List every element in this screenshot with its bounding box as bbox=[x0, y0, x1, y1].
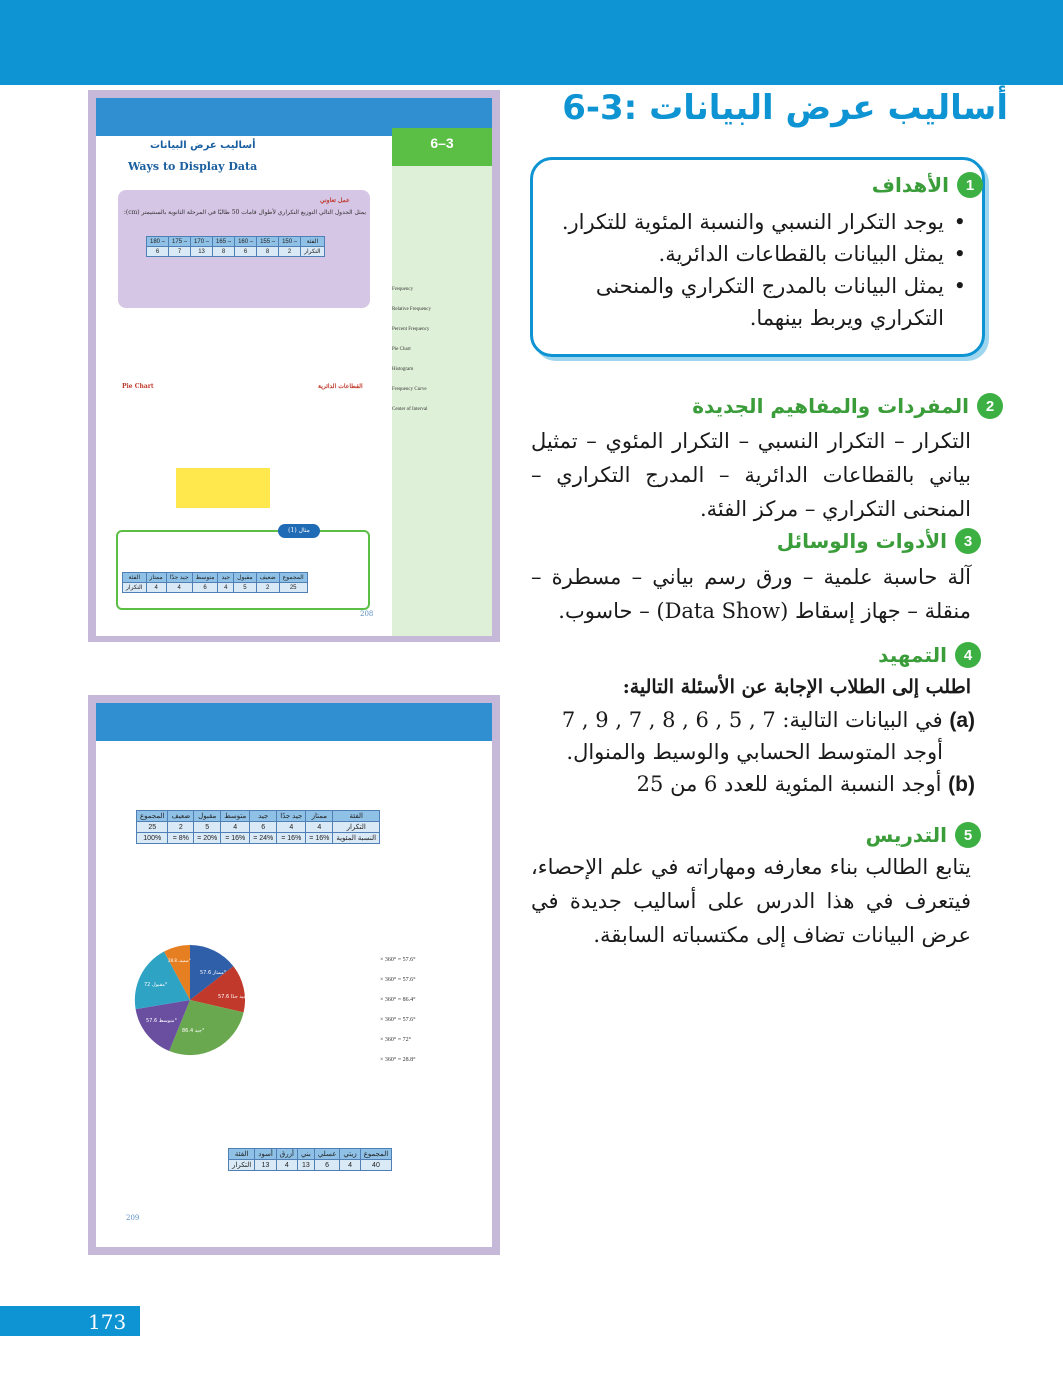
section-title: الأهداف bbox=[871, 173, 949, 197]
table-cell: 25 bbox=[279, 583, 307, 593]
table-cell: 4 bbox=[218, 583, 234, 593]
pie-label: مقبول 72° bbox=[144, 982, 168, 988]
calc-line: × 360° = 57.6° bbox=[380, 1017, 416, 1023]
table-cell: 6 bbox=[250, 822, 277, 833]
table-cell: أزرق bbox=[276, 1149, 297, 1160]
pie-label: ممتاز 57.6° bbox=[200, 970, 227, 976]
table-cell: ضعيف bbox=[168, 811, 194, 822]
table-cell: الفئة bbox=[123, 573, 147, 583]
table-cell: التكرار bbox=[333, 822, 380, 833]
calc-line: × 360° = 57.6° bbox=[380, 977, 416, 983]
tools-heading bbox=[777, 528, 981, 554]
section-number: 3 bbox=[955, 528, 981, 554]
pie-label: جيد 86.4° bbox=[182, 1028, 205, 1034]
table-cell: متوسط bbox=[192, 573, 218, 583]
table-row bbox=[229, 1160, 392, 1171]
table-cell: 2 bbox=[168, 822, 194, 833]
table-row bbox=[123, 573, 308, 583]
lesson-title-ar: أساليب عرض البيانات bbox=[150, 140, 256, 151]
calc-line: × 360° = 86.4° bbox=[380, 997, 416, 1003]
question-text: في البيانات التالية: 7 , 5 , 6 , 8 , 7 , 9 , 7 bbox=[561, 708, 943, 732]
teaching-text: يتابع الطالب بناء معارفه ومهاراته في علم الإحصاء، فيتعرف في هذا الدرس على أساليب جديدة في عرض البيانات تضاف إلى مكتسباته السابقة. bbox=[531, 855, 971, 947]
table-cell: 5 bbox=[234, 583, 257, 593]
table-cell: 7 bbox=[169, 247, 191, 257]
vocab-item: Pie Chart bbox=[392, 347, 411, 352]
question-a bbox=[535, 708, 975, 733]
vocab-item: Center of Interval bbox=[392, 407, 428, 412]
table-cell: 175 – bbox=[169, 237, 191, 247]
table-cell: 40 bbox=[360, 1160, 391, 1171]
table-cell: 5 bbox=[194, 822, 221, 833]
table-row bbox=[229, 1149, 392, 1160]
lesson-tab: 6–3 bbox=[392, 128, 492, 166]
table-row bbox=[137, 811, 380, 822]
table-cell: 8 bbox=[257, 247, 279, 257]
table-cell: 2 bbox=[256, 583, 279, 593]
table-cell: 155 – bbox=[257, 237, 279, 247]
table-cell: مقبول bbox=[234, 573, 257, 583]
table-cell: 25 bbox=[137, 822, 168, 833]
table-cell: 4 bbox=[306, 822, 333, 833]
table-cell: 4 bbox=[340, 1160, 360, 1171]
activity-title: عمل تعاوني bbox=[320, 197, 350, 204]
thumbnail-header bbox=[96, 703, 492, 741]
activity-table bbox=[146, 236, 325, 257]
table-cell: الفئة bbox=[301, 237, 325, 247]
pie-label: ضعيف 28.8° bbox=[168, 958, 191, 963]
table-cell: = 16% bbox=[221, 833, 250, 844]
table-cell: مقبول bbox=[194, 811, 221, 822]
table-cell: ممتاز bbox=[146, 573, 166, 583]
thumbnail-page-number: 209 bbox=[126, 1214, 140, 1222]
table-cell: ممتاز bbox=[306, 811, 333, 822]
practice-table bbox=[228, 1148, 392, 1171]
table-cell: 4 bbox=[277, 822, 306, 833]
list-item: • يمثل البيانات بالمدرج التكراري والمنحنى التكراري ويربط بينهما. bbox=[548, 270, 968, 334]
section-title: التدريس bbox=[865, 823, 947, 847]
table-cell: متوسط bbox=[221, 811, 250, 822]
table-cell: 6 bbox=[147, 247, 169, 257]
table-cell: جيد جدًا bbox=[277, 811, 306, 822]
table-cell: المجموع bbox=[279, 573, 307, 583]
question-label: (b) bbox=[948, 773, 975, 796]
table-cell: عسلي bbox=[314, 1149, 340, 1160]
vocabulary-text: التكرار – التكرار النسبي – التكرار المئوي – تمثيل بياني بالقطاعات الدائرية – المدرج التكراري – المنحنى التكراري – مركز الفئة. bbox=[531, 429, 971, 521]
activity-text: يمثل الجدول التالي التوزيع التكراري لأطوال قامات 50 طالبًا في المرحلة الثانوية بالسنتيمتر (cm): bbox=[123, 209, 366, 216]
calc-line: × 360° = 57.6° bbox=[380, 957, 416, 963]
table-cell: النسبة المئوية bbox=[333, 833, 380, 844]
formula-box bbox=[176, 468, 270, 508]
vocabulary-heading bbox=[692, 393, 1003, 419]
table-cell: 6 bbox=[235, 247, 257, 257]
question-label: (a) bbox=[949, 709, 975, 732]
vocab-item: Frequency Curve bbox=[392, 387, 427, 392]
section-number: 4 bbox=[955, 642, 981, 668]
vocab-item: Percent Frequency bbox=[392, 327, 430, 332]
table-cell: جيد bbox=[250, 811, 277, 822]
pie-chart bbox=[130, 940, 250, 1060]
table-cell: المجموع bbox=[137, 811, 168, 822]
list-item: • يمثل البيانات بالقطاعات الدائرية. bbox=[548, 238, 968, 270]
question-text: أوجد النسبة المئوية للعدد 6 من 25 bbox=[636, 772, 942, 796]
top-banner bbox=[0, 0, 1063, 85]
lesson-title-en: Ways to Display Data bbox=[128, 160, 258, 173]
table-cell: التكرار bbox=[123, 583, 147, 593]
example-table bbox=[122, 572, 308, 593]
thumbnail-page-number: 208 bbox=[360, 610, 374, 618]
table-cell: = 24% bbox=[250, 833, 277, 844]
pie-label: متوسط 57.6° bbox=[146, 1018, 177, 1024]
table-cell: = 16% bbox=[306, 833, 333, 844]
table-row bbox=[147, 247, 325, 257]
table-cell: 180 – bbox=[147, 237, 169, 247]
table-cell: 13 bbox=[255, 1160, 277, 1171]
calc-line: × 360° = 72° bbox=[380, 1037, 412, 1043]
angle-calculations bbox=[380, 950, 416, 1070]
solution-table bbox=[136, 810, 380, 844]
table-row bbox=[147, 237, 325, 247]
pie-chart-heading-en: Pie Chart bbox=[122, 383, 154, 390]
section-number: 5 bbox=[955, 822, 981, 848]
pie-chart-heading-ar: القطاعات الدائرية bbox=[318, 383, 363, 390]
table-cell: 4 bbox=[276, 1160, 297, 1171]
table-cell: 100% bbox=[137, 833, 168, 844]
table-cell: بني bbox=[297, 1149, 314, 1160]
table-cell: الفئة bbox=[333, 811, 380, 822]
example-box bbox=[116, 527, 370, 610]
table-cell: 13 bbox=[297, 1160, 314, 1171]
section-title: المفردات والمفاهيم الجديدة bbox=[692, 394, 969, 418]
table-cell: 6 bbox=[314, 1160, 340, 1171]
table-row bbox=[137, 833, 380, 844]
example-label: مثال (1) bbox=[278, 524, 320, 538]
warmup-heading bbox=[878, 642, 981, 668]
table-cell: 4 bbox=[221, 822, 250, 833]
table-cell: = 16% bbox=[277, 833, 306, 844]
question-a-line2: أوجد المتوسط الحسابي والوسيط والمنوال. bbox=[566, 740, 943, 764]
table-cell: ضعيف bbox=[256, 573, 279, 583]
table-cell: 4 bbox=[146, 583, 166, 593]
section-number: 2 bbox=[977, 393, 1003, 419]
table-cell: 2 bbox=[279, 247, 301, 257]
table-cell: 165 – bbox=[213, 237, 235, 247]
page-title: 6-3: أساليب عرض البيانات bbox=[562, 88, 1008, 128]
vocab-item: Frequency bbox=[392, 287, 414, 292]
table-cell: 150 – bbox=[279, 237, 301, 247]
page-number: 173 bbox=[88, 1310, 127, 1334]
teaching-heading bbox=[866, 822, 981, 848]
table-row bbox=[137, 822, 380, 833]
table-cell: جيد bbox=[218, 573, 234, 583]
objectives-list bbox=[548, 206, 968, 334]
vocab-list-en bbox=[392, 280, 431, 420]
table-cell: المجموع bbox=[360, 1149, 391, 1160]
table-cell: أسود bbox=[255, 1149, 277, 1160]
table-cell: = 20% bbox=[194, 833, 221, 844]
table-cell: 13 bbox=[191, 247, 213, 257]
table-row bbox=[123, 583, 308, 593]
list-item: • يوجد التكرار النسبي والنسبة المئوية للتكرار. bbox=[548, 206, 968, 238]
section-title: التمهيد bbox=[878, 643, 947, 667]
table-cell: 4 bbox=[166, 583, 192, 593]
table-cell: جيد جدًا bbox=[166, 573, 192, 583]
vocab-item: Histogram bbox=[392, 367, 414, 372]
calc-line: × 360° = 28.8° bbox=[380, 1057, 416, 1063]
table-cell: زيتي bbox=[340, 1149, 360, 1160]
table-cell: التكرار bbox=[229, 1160, 255, 1171]
tools-text: آلة حاسبة علمية – ورق رسم بياني – مسطرة – منقلة – جهاز إسقاط (Data Show) – حاسوب. bbox=[531, 565, 971, 623]
table-cell: 170 – bbox=[191, 237, 213, 247]
table-cell: التكرار bbox=[301, 247, 325, 257]
objectives-heading bbox=[872, 172, 983, 198]
table-cell: 8 bbox=[213, 247, 235, 257]
question-b bbox=[637, 772, 975, 797]
vocab-item: Relative Frequency bbox=[392, 307, 432, 312]
table-cell: 6 bbox=[192, 583, 218, 593]
warmup-prompt: اطلب إلى الطلاب الإجابة عن الأسئلة التالية: bbox=[622, 676, 971, 698]
pie-label: جيد جدًا 57.6° bbox=[218, 994, 250, 1000]
table-cell: = 8% bbox=[168, 833, 194, 844]
section-title: الأدوات والوسائل bbox=[776, 529, 947, 553]
table-cell: 160 – bbox=[235, 237, 257, 247]
table-cell: الفئة bbox=[229, 1149, 255, 1160]
section-number: 1 bbox=[957, 172, 983, 198]
